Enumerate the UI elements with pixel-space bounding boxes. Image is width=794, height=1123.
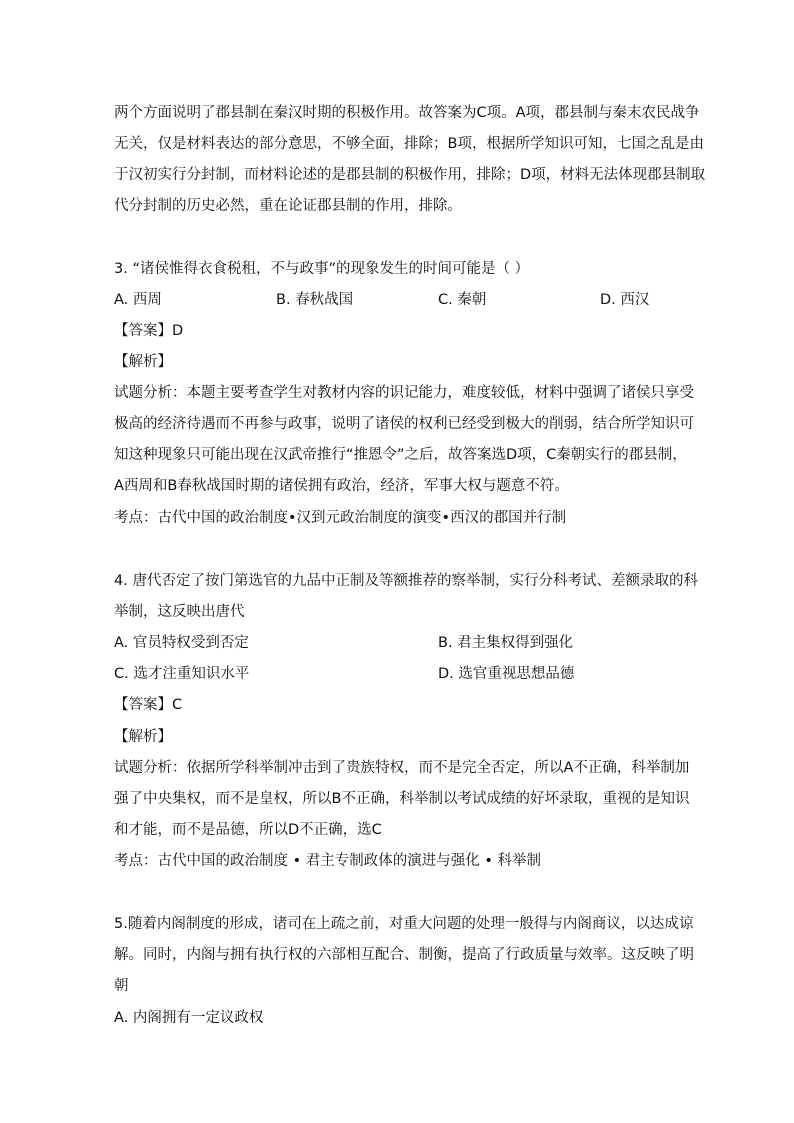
q4-stem-line-2: 举制，这反映出唐代 <box>114 604 245 620</box>
q4-analysis-line-3: 和才能，而不是品德，所以D不正确，选C <box>114 822 382 838</box>
q3-analysis-heading: 【解析】 <box>114 354 172 370</box>
q4-option-d: D. 选官重视思想品德 <box>438 666 575 682</box>
q3-analysis-line-3: 知这种现象只可能出现在汉武帝推行“推恩令”之后，故答案选D项，C秦朝实行的郡县制， <box>114 447 687 463</box>
intro-line-4: 代分封制的历史必然，重在论证郡县制的作用，排除。 <box>114 198 462 214</box>
q3-analysis-line-1: 试题分析：本题主要考查学生对教材内容的识记能力，难度较低，材料中强调了诸侯只享受 <box>114 385 694 401</box>
q3-option-a: A. 西周 <box>114 292 162 308</box>
q5-stem-line-3: 朝 <box>114 978 129 994</box>
q3-option-c: C. 秦朝 <box>438 292 487 308</box>
q4-kaodian: 考点：古代中国的政治制度 • 君主专制政体的演进与强化 • 科举制 <box>114 853 542 869</box>
q5-stem-line-1: 5.随着内阁制度的形成，诸司在上疏之前，对重大问题的处理一般得与内阁商议，以达成谅 <box>114 916 694 932</box>
q3-stem: 3. “诸侯惟得衣食税租，不与政事”的现象发生的时间可能是（ ） <box>114 261 530 277</box>
q4-stem-line-1: 4. 唐代否定了按门第选官的九品中正制及等额推荐的察举制，实行分科考试、差额录取的科 <box>114 573 698 589</box>
q4-answer: 【答案】C <box>114 697 183 713</box>
q4-option-c: C. 选才注重知识水平 <box>114 666 250 682</box>
q4-analysis-heading: 【解析】 <box>114 729 172 745</box>
intro-line-1: 两个方面说明了郡县制在秦汉时期的积极作用。故答案为C项。A项，郡县制与秦末农民战争 <box>114 105 700 121</box>
q3-analysis-line-2: 极高的经济待遇而不再参与政事，说明了诸侯的权利已经受到极大的削弱，结合所学知识可 <box>114 416 694 432</box>
intro-line-3: 于汉初实行分封制，而材料论述的是郡县制的积极作用，排除；D项，材料无法体现郡县制取 <box>114 167 706 183</box>
q4-option-a: A. 官员特权受到否定 <box>114 635 249 651</box>
q3-option-d: D. 西汉 <box>600 292 650 308</box>
q5-stem-line-2: 解。同时，内阁与拥有执行权的六部相互配合、制衡，提高了行政质量与效率。这反映了明 <box>114 947 694 963</box>
q3-option-b: B. 春秋战国 <box>276 292 354 308</box>
q4-analysis-line-1: 试题分析：依据所学科举制冲击到了贵族特权，而不是完全否定，所以A不正确，科举制加 <box>114 760 690 776</box>
q3-answer: 【答案】D <box>114 323 184 339</box>
q4-option-b: B. 君主集权得到强化 <box>438 635 574 651</box>
q4-analysis-line-2: 强了中央集权，而不是皇权，所以B不正确，科举制以考试成绩的好坏录取，重视的是知识 <box>114 791 690 807</box>
q3-analysis-line-4: A西周和B春秋战国时期的诸侯拥有政治，经济，军事大权与题意不符。 <box>114 478 569 494</box>
q5-option-a: A. 内阁拥有一定议政权 <box>114 1010 264 1026</box>
q3-kaodian: 考点：古代中国的政治制度•汉到元政治制度的演变•西汉的郡国并行制 <box>114 510 567 526</box>
intro-line-2: 无关，仅是材料表达的部分意思，不够全面，排除；B项，根据所学知识可知，七国之乱是由 <box>114 136 704 152</box>
